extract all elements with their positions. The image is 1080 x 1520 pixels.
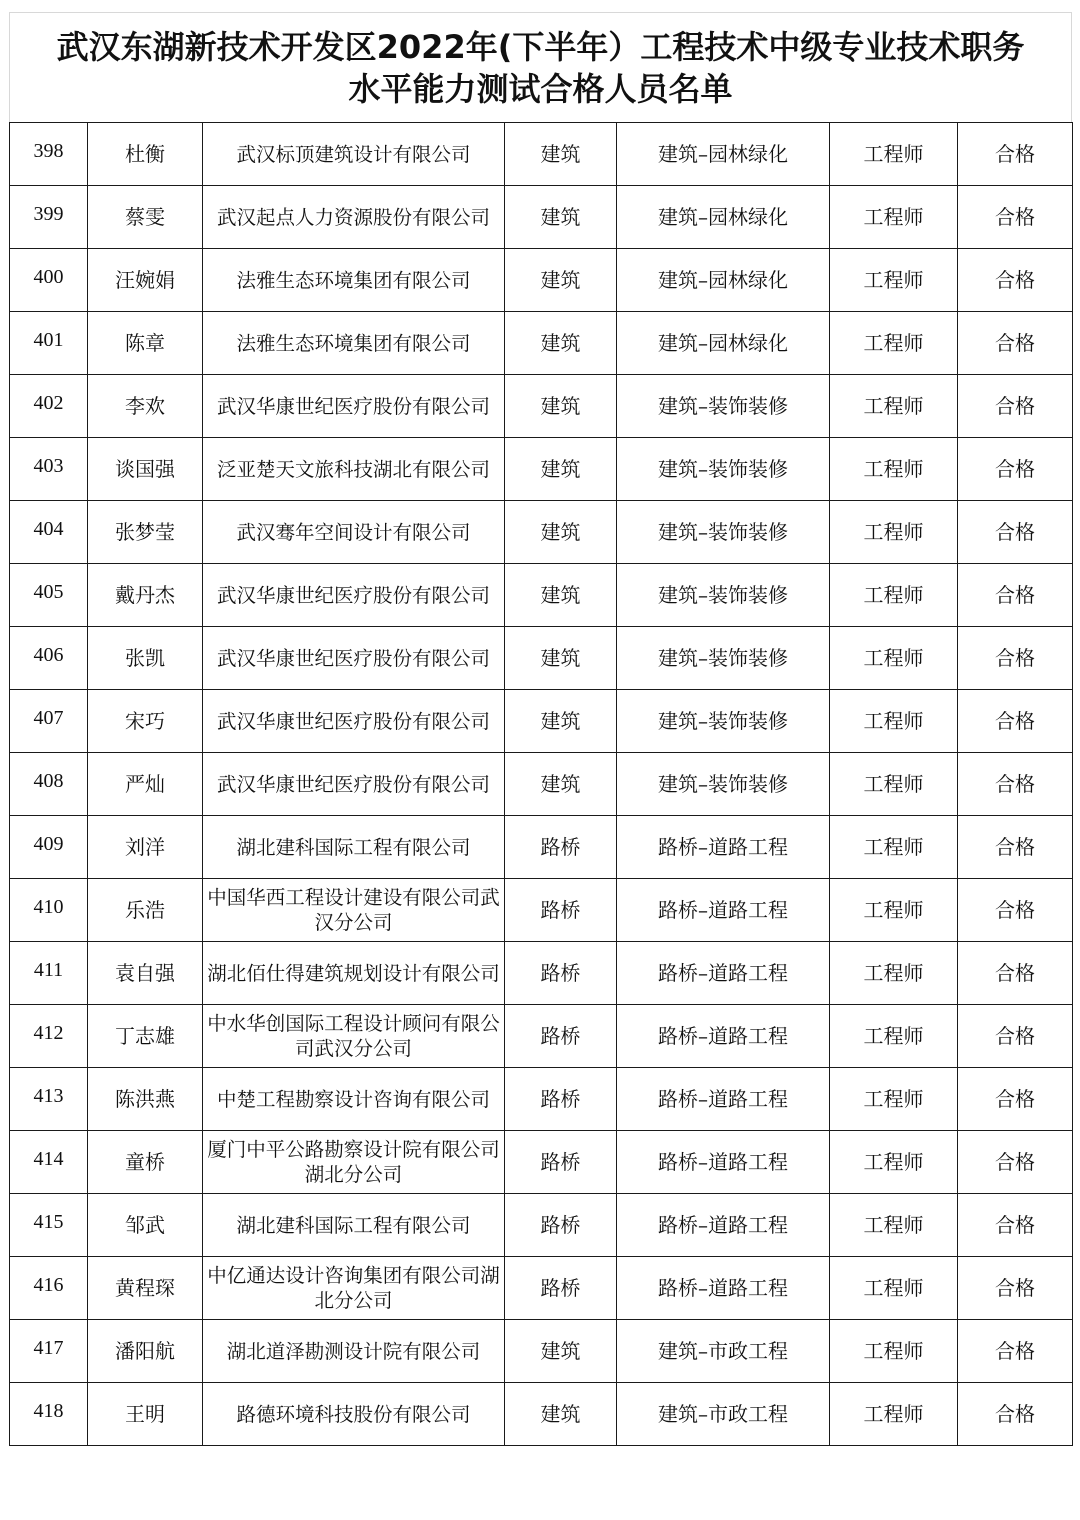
person-name-cell: 张梦莹 (88, 501, 203, 564)
company-name-cell: 武汉华康世纪医疗股份有限公司 (203, 690, 505, 753)
result-status-cell: 合格 (958, 249, 1073, 312)
row-number-cell: 413 (10, 1068, 88, 1131)
company-name-cell: 中楚工程勘察设计咨询有限公司 (203, 1068, 505, 1131)
row-number-cell: 398 (10, 123, 88, 186)
result-status-cell: 合格 (958, 1320, 1073, 1383)
result-status-cell: 合格 (958, 1131, 1073, 1194)
person-name-cell: 张凯 (88, 627, 203, 690)
title-line-1: 武汉东湖新技术开发区2022年(下半年）工程技术中级专业技术职务 (56, 27, 1025, 66)
specialty-cell: 建筑–园林绿化 (617, 123, 830, 186)
result-status-cell: 合格 (958, 753, 1073, 816)
category-cell: 路桥 (505, 1257, 617, 1320)
category-cell: 建筑 (505, 186, 617, 249)
specialty-cell: 建筑–园林绿化 (617, 249, 830, 312)
result-status-cell: 合格 (958, 879, 1073, 942)
table-row (10, 627, 1073, 690)
professional-title-cell: 工程师 (830, 627, 958, 690)
company-name-cell: 武汉标顶建筑设计有限公司 (203, 123, 505, 186)
professional-title-cell: 工程师 (830, 438, 958, 501)
person-name-cell: 汪婉娟 (88, 249, 203, 312)
row-number-cell: 408 (10, 753, 88, 816)
result-status-cell: 合格 (958, 1194, 1073, 1257)
specialty-cell: 建筑–市政工程 (617, 1320, 830, 1383)
professional-title-cell: 工程师 (830, 816, 958, 879)
result-status-cell: 合格 (958, 942, 1073, 1005)
person-name-cell: 乐浩 (88, 879, 203, 942)
professional-title-cell: 工程师 (830, 1383, 958, 1446)
professional-title-cell: 工程师 (830, 249, 958, 312)
person-name-cell: 陈洪燕 (88, 1068, 203, 1131)
company-name-cell: 法雅生态环境集团有限公司 (203, 312, 505, 375)
specialty-cell: 建筑–装饰装修 (617, 438, 830, 501)
category-cell: 建筑 (505, 249, 617, 312)
professional-title-cell: 工程师 (830, 1257, 958, 1320)
company-name-cell: 湖北佰仕得建筑规划设计有限公司 (203, 942, 505, 1005)
category-cell: 建筑 (505, 375, 617, 438)
row-number-cell: 405 (10, 564, 88, 627)
specialty-cell: 建筑–装饰装修 (617, 375, 830, 438)
specialty-cell: 建筑–装饰装修 (617, 690, 830, 753)
table-row (10, 186, 1073, 249)
row-number-cell: 403 (10, 438, 88, 501)
professional-title-cell: 工程师 (830, 312, 958, 375)
row-number-cell: 404 (10, 501, 88, 564)
result-status-cell: 合格 (958, 1068, 1073, 1131)
specialty-cell: 路桥–道路工程 (617, 1131, 830, 1194)
table-row (10, 249, 1073, 312)
row-number-cell: 418 (10, 1383, 88, 1446)
company-name-cell: 泛亚楚天文旅科技湖北有限公司 (203, 438, 505, 501)
category-cell: 建筑 (505, 438, 617, 501)
row-number-cell: 409 (10, 816, 88, 879)
table-row (10, 879, 1073, 942)
specialty-cell: 路桥–道路工程 (617, 1257, 830, 1320)
row-number-cell: 417 (10, 1320, 88, 1383)
result-status-cell: 合格 (958, 1005, 1073, 1068)
specialty-cell: 建筑–装饰装修 (617, 501, 830, 564)
professional-title-cell: 工程师 (830, 1194, 958, 1257)
result-status-cell: 合格 (958, 627, 1073, 690)
table-row (10, 942, 1073, 1005)
category-cell: 建筑 (505, 627, 617, 690)
person-name-cell: 蔡雯 (88, 186, 203, 249)
table-row (10, 1383, 1073, 1446)
table-row (10, 816, 1073, 879)
person-name-cell: 陈章 (88, 312, 203, 375)
table-row (10, 690, 1073, 753)
category-cell: 建筑 (505, 123, 617, 186)
table-row (10, 753, 1073, 816)
row-number-cell: 412 (10, 1005, 88, 1068)
company-name-cell: 湖北道泽勘测设计院有限公司 (203, 1320, 505, 1383)
table-row (10, 312, 1073, 375)
person-name-cell: 刘洋 (88, 816, 203, 879)
specialty-cell: 建筑–园林绿化 (617, 186, 830, 249)
category-cell: 建筑 (505, 501, 617, 564)
document-page (9, 12, 1072, 1446)
result-status-cell: 合格 (958, 186, 1073, 249)
person-name-cell: 宋巧 (88, 690, 203, 753)
person-name-cell: 潘阳航 (88, 1320, 203, 1383)
table-row (10, 501, 1073, 564)
company-name-cell: 武汉华康世纪医疗股份有限公司 (203, 753, 505, 816)
person-name-cell: 戴丹杰 (88, 564, 203, 627)
professional-title-cell: 工程师 (830, 753, 958, 816)
row-number-cell: 416 (10, 1257, 88, 1320)
table-row (10, 1068, 1073, 1131)
company-name-cell: 中国华西工程设计建设有限公司武汉分公司 (203, 879, 505, 942)
professional-title-cell: 工程师 (830, 501, 958, 564)
specialty-cell: 路桥–道路工程 (617, 1068, 830, 1131)
person-name-cell: 严灿 (88, 753, 203, 816)
table-row (10, 1320, 1073, 1383)
person-name-cell: 邹武 (88, 1194, 203, 1257)
specialty-cell: 路桥–道路工程 (617, 942, 830, 1005)
professional-title-cell: 工程师 (830, 1320, 958, 1383)
professional-title-cell: 工程师 (830, 1005, 958, 1068)
company-name-cell: 武汉骞年空间设计有限公司 (203, 501, 505, 564)
professional-title-cell: 工程师 (830, 1068, 958, 1131)
category-cell: 建筑 (505, 564, 617, 627)
person-name-cell: 丁志雄 (88, 1005, 203, 1068)
row-number-cell: 406 (10, 627, 88, 690)
professional-title-cell: 工程师 (830, 942, 958, 1005)
category-cell: 建筑 (505, 1383, 617, 1446)
company-name-cell: 路德环境科技股份有限公司 (203, 1383, 505, 1446)
result-status-cell: 合格 (958, 123, 1073, 186)
professional-title-cell: 工程师 (830, 375, 958, 438)
person-name-cell: 杜衡 (88, 123, 203, 186)
category-cell: 路桥 (505, 879, 617, 942)
person-name-cell: 李欢 (88, 375, 203, 438)
company-name-cell: 中亿通达设计咨询集团有限公司湖北分公司 (203, 1257, 505, 1320)
row-number-cell: 411 (10, 942, 88, 1005)
category-cell: 路桥 (505, 1005, 617, 1068)
company-name-cell: 法雅生态环境集团有限公司 (203, 249, 505, 312)
specialty-cell: 路桥–道路工程 (617, 879, 830, 942)
title-line-2: 水平能力测试合格人员名单 (348, 69, 733, 108)
company-name-cell: 厦门中平公路勘察设计院有限公司湖北分公司 (203, 1131, 505, 1194)
category-cell: 路桥 (505, 1068, 617, 1131)
table-row (10, 438, 1073, 501)
company-name-cell: 武汉起点人力资源股份有限公司 (203, 186, 505, 249)
result-status-cell: 合格 (958, 816, 1073, 879)
table-row (10, 1194, 1073, 1257)
table-row (10, 1131, 1073, 1194)
row-number-cell: 414 (10, 1131, 88, 1194)
company-name-cell: 武汉华康世纪医疗股份有限公司 (203, 564, 505, 627)
specialty-cell: 路桥–道路工程 (617, 1194, 830, 1257)
specialty-cell: 路桥–道路工程 (617, 816, 830, 879)
category-cell: 建筑 (505, 690, 617, 753)
specialty-cell: 路桥–道路工程 (617, 1005, 830, 1068)
professional-title-cell: 工程师 (830, 1131, 958, 1194)
specialty-cell: 建筑–园林绿化 (617, 312, 830, 375)
company-name-cell: 武汉华康世纪医疗股份有限公司 (203, 627, 505, 690)
specialty-cell: 建筑–装饰装修 (617, 564, 830, 627)
result-status-cell: 合格 (958, 501, 1073, 564)
row-number-cell: 402 (10, 375, 88, 438)
specialty-cell: 建筑–装饰装修 (617, 753, 830, 816)
company-name-cell: 中水华创国际工程设计顾问有限公司武汉分公司 (203, 1005, 505, 1068)
company-name-cell: 武汉华康世纪医疗股份有限公司 (203, 375, 505, 438)
row-number-cell: 399 (10, 186, 88, 249)
category-cell: 路桥 (505, 816, 617, 879)
person-name-cell: 谈国强 (88, 438, 203, 501)
company-name-cell: 湖北建科国际工程有限公司 (203, 816, 505, 879)
specialty-cell: 建筑–市政工程 (617, 1383, 830, 1446)
category-cell: 路桥 (505, 942, 617, 1005)
result-status-cell: 合格 (958, 438, 1073, 501)
row-number-cell: 401 (10, 312, 88, 375)
professional-title-cell: 工程师 (830, 123, 958, 186)
table-row (10, 564, 1073, 627)
result-status-cell: 合格 (958, 1257, 1073, 1320)
specialty-cell: 建筑–装饰装修 (617, 627, 830, 690)
table-row (10, 375, 1073, 438)
table-row (10, 123, 1073, 186)
result-status-cell: 合格 (958, 1383, 1073, 1446)
table-row (10, 1257, 1073, 1320)
result-status-cell: 合格 (958, 690, 1073, 753)
professional-title-cell: 工程师 (830, 690, 958, 753)
category-cell: 路桥 (505, 1131, 617, 1194)
professional-title-cell: 工程师 (830, 186, 958, 249)
person-name-cell: 黄程琛 (88, 1257, 203, 1320)
category-cell: 建筑 (505, 1320, 617, 1383)
category-cell: 路桥 (505, 1194, 617, 1257)
row-number-cell: 415 (10, 1194, 88, 1257)
roster-table-body (10, 123, 1073, 1446)
table-row (10, 1005, 1073, 1068)
category-cell: 建筑 (505, 312, 617, 375)
result-status-cell: 合格 (958, 375, 1073, 438)
result-status-cell: 合格 (958, 564, 1073, 627)
company-name-cell: 湖北建科国际工程有限公司 (203, 1194, 505, 1257)
professional-title-cell: 工程师 (830, 564, 958, 627)
person-name-cell: 童桥 (88, 1131, 203, 1194)
row-number-cell: 400 (10, 249, 88, 312)
category-cell: 建筑 (505, 753, 617, 816)
roster-table (9, 122, 1073, 1446)
person-name-cell: 王明 (88, 1383, 203, 1446)
professional-title-cell: 工程师 (830, 879, 958, 942)
document-title (9, 12, 1072, 122)
row-number-cell: 407 (10, 690, 88, 753)
person-name-cell: 袁自强 (88, 942, 203, 1005)
result-status-cell: 合格 (958, 312, 1073, 375)
row-number-cell: 410 (10, 879, 88, 942)
